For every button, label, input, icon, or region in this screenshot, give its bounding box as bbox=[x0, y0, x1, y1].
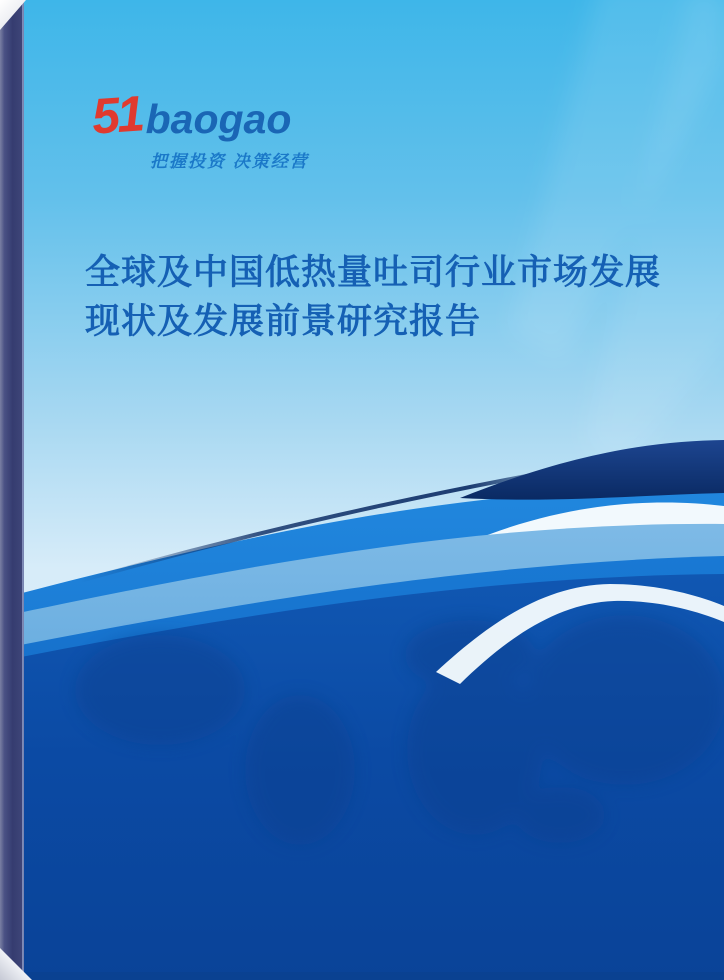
logo-wordmark bbox=[90, 85, 309, 145]
report-title-line-1: 全球及中国低热量吐司行业市场发展 bbox=[85, 253, 662, 292]
bottom-strip bbox=[0, 972, 724, 980]
logo-name: baogao bbox=[145, 96, 292, 142]
logo-number: 51 bbox=[90, 85, 144, 145]
report-title-line-2: 现状及发展前景研究报告 bbox=[85, 302, 482, 341]
book-spine bbox=[0, 0, 24, 980]
logo bbox=[90, 85, 309, 172]
report-title bbox=[85, 248, 661, 346]
logo-tagline: 把握投资 决策经营 bbox=[150, 152, 309, 171]
